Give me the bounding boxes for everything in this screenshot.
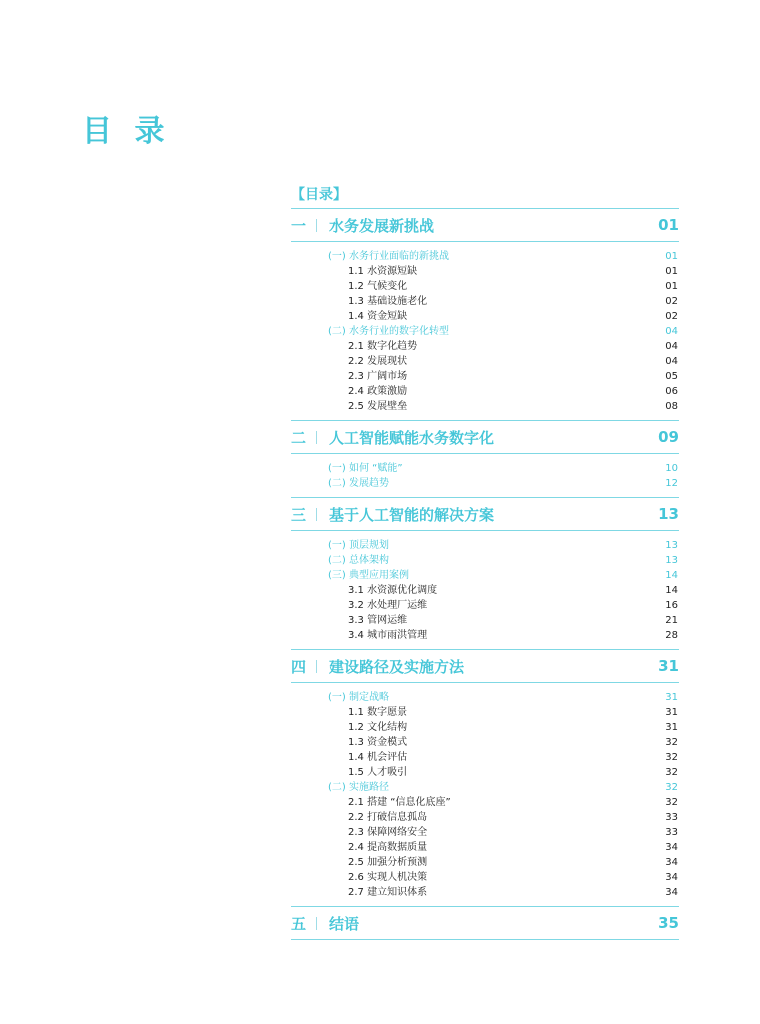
- subsection-entry[interactable]: [291, 885, 679, 900]
- entry-label: 2.6 实现人机决策: [348, 872, 428, 883]
- chapter-page-number: 35: [658, 914, 679, 932]
- entry-label: 2.4 提高数据质量: [348, 842, 428, 853]
- entry-label: (二) 实施路径: [328, 782, 389, 793]
- entry-page-number: 04: [665, 326, 678, 337]
- entry-label: 1.2 气候变化: [348, 281, 408, 292]
- entry-label: (二) 总体架构: [328, 555, 389, 566]
- entry-label: (一) 制定战略: [328, 692, 389, 703]
- entry-page-number: 12: [665, 478, 678, 489]
- chapter-title: 建设路径及实施方法: [329, 657, 465, 676]
- entry-label: 2.7 建立知识体系: [348, 887, 428, 898]
- chapter-row[interactable]: [291, 650, 679, 683]
- section-entry[interactable]: [291, 324, 679, 339]
- entry-label: 3.4 城市雨洪管理: [348, 630, 428, 641]
- subsection-entry[interactable]: [291, 765, 679, 780]
- entry-page-number: 02: [665, 311, 678, 322]
- chapter-divider: [316, 219, 317, 232]
- subsection-entry[interactable]: [291, 855, 679, 870]
- entry-label: 3.2 水处理厂运维: [348, 600, 428, 611]
- entry-label: (二) 发展趋势: [328, 478, 389, 489]
- chapter-entries: [291, 454, 679, 498]
- entry-label: (一) 顶层规划: [328, 540, 389, 551]
- subsection-entry[interactable]: [291, 399, 679, 414]
- chapter-heading: [291, 913, 359, 934]
- entry-label: 2.5 发展壁垒: [348, 401, 408, 412]
- entry-label: 2.5 加强分析预测: [348, 857, 428, 868]
- chapter-title: 结语: [329, 914, 360, 933]
- entry-page-number: 31: [665, 707, 678, 718]
- chapter-divider: [316, 917, 317, 930]
- entry-page-number: 34: [665, 887, 678, 898]
- chapter-number: 二: [291, 428, 307, 447]
- table-of-contents: [291, 182, 679, 940]
- entry-page-number: 34: [665, 857, 678, 868]
- entry-label: 3.3 管网运维: [348, 615, 408, 626]
- chapter-row[interactable]: [291, 421, 679, 454]
- section-entry[interactable]: [291, 553, 679, 568]
- chapter-number: 一: [291, 216, 307, 235]
- entry-label: (一) 如何 “赋能”: [328, 463, 403, 474]
- chapter-title: 基于人工智能的解决方案: [329, 505, 495, 524]
- section-entry[interactable]: [291, 780, 679, 795]
- entry-page-number: 31: [665, 692, 678, 703]
- entry-page-number: 08: [665, 401, 678, 412]
- chapter-title: 水务发展新挑战: [329, 216, 435, 235]
- section-entry[interactable]: [291, 249, 679, 264]
- entry-label: 1.1 水资源短缺: [348, 266, 418, 277]
- chapter-page-number: 09: [658, 428, 679, 446]
- entry-label: 1.3 资金模式: [348, 737, 408, 748]
- entry-page-number: 16: [665, 600, 678, 611]
- entry-label: (三) 典型应用案例: [328, 570, 409, 581]
- entry-page-number: 02: [665, 296, 678, 307]
- entry-page-number: 28: [665, 630, 678, 641]
- subsection-entry[interactable]: [291, 810, 679, 825]
- entry-label: 1.5 人才吸引: [348, 767, 408, 778]
- section-entry[interactable]: [291, 461, 679, 476]
- entry-page-number: 31: [665, 722, 678, 733]
- chapter-heading: [291, 215, 434, 236]
- chapter-heading: [291, 504, 494, 525]
- entry-page-number: 13: [665, 540, 678, 551]
- chapter-number: 三: [291, 505, 307, 524]
- subsection-entry[interactable]: [291, 369, 679, 384]
- section-entry[interactable]: [291, 568, 679, 583]
- entry-label: 1.3 基础设施老化: [348, 296, 428, 307]
- entry-page-number: 32: [665, 737, 678, 748]
- subsection-entry[interactable]: [291, 339, 679, 354]
- chapter-page-number: 01: [658, 216, 679, 234]
- chapter-row[interactable]: [291, 498, 679, 531]
- entry-page-number: 21: [665, 615, 678, 626]
- toc-body: [291, 209, 679, 940]
- subsection-entry[interactable]: [291, 735, 679, 750]
- subsection-entry[interactable]: [291, 613, 679, 628]
- subsection-entry[interactable]: [291, 795, 679, 810]
- entry-label: 1.4 机会评估: [348, 752, 408, 763]
- entry-page-number: 10: [665, 463, 678, 474]
- subsection-entry[interactable]: [291, 583, 679, 598]
- chapter-row[interactable]: [291, 209, 679, 242]
- entry-label: 2.2 打破信息孤岛: [348, 812, 428, 823]
- entry-page-number: 14: [665, 585, 678, 596]
- entry-label: 2.4 政策激励: [348, 386, 408, 397]
- entry-page-number: 33: [665, 827, 678, 838]
- chapter-entries: [291, 531, 679, 650]
- subsection-entry[interactable]: [291, 870, 679, 885]
- subsection-entry[interactable]: [291, 279, 679, 294]
- chapter-number: 五: [291, 914, 307, 933]
- entry-label: 2.3 保障网络安全: [348, 827, 428, 838]
- entry-page-number: 01: [665, 281, 678, 292]
- page-title: 目 录: [82, 114, 171, 149]
- entry-page-number: 04: [665, 356, 678, 367]
- chapter-divider: [316, 431, 317, 444]
- entry-page-number: 32: [665, 782, 678, 793]
- section-entry[interactable]: [291, 476, 679, 491]
- subsection-entry[interactable]: [291, 720, 679, 735]
- chapter-divider: [316, 508, 317, 521]
- chapter-row[interactable]: [291, 907, 679, 940]
- entry-page-number: 04: [665, 341, 678, 352]
- toc-label: 【目录】: [291, 182, 679, 209]
- chapter-page-number: 31: [658, 657, 679, 675]
- entry-label: 2.1 数字化趋势: [348, 341, 418, 352]
- entry-label: 2.2 发展现状: [348, 356, 408, 367]
- subsection-entry[interactable]: [291, 705, 679, 720]
- entry-page-number: 33: [665, 812, 678, 823]
- chapter-number: 四: [291, 657, 307, 676]
- entry-page-number: 32: [665, 767, 678, 778]
- subsection-entry[interactable]: [291, 750, 679, 765]
- chapter-title: 人工智能赋能水务数字化: [329, 428, 495, 447]
- entry-label: 1.4 资金短缺: [348, 311, 408, 322]
- subsection-entry[interactable]: [291, 294, 679, 309]
- subsection-entry[interactable]: [291, 354, 679, 369]
- chapter-entries: [291, 242, 679, 421]
- subsection-entry[interactable]: [291, 598, 679, 613]
- section-entry[interactable]: [291, 690, 679, 705]
- subsection-entry[interactable]: [291, 825, 679, 840]
- entry-page-number: 32: [665, 797, 678, 808]
- section-entry[interactable]: [291, 538, 679, 553]
- entry-page-number: 01: [665, 251, 678, 262]
- entry-page-number: 13: [665, 555, 678, 566]
- subsection-entry[interactable]: [291, 264, 679, 279]
- entry-label: 2.1 搭建 “信息化底座”: [348, 797, 451, 808]
- entry-page-number: 05: [665, 371, 678, 382]
- entry-label: 2.3 广阔市场: [348, 371, 408, 382]
- entry-label: 3.1 水资源优化调度: [348, 585, 438, 596]
- entry-label: (二) 水务行业的数字化转型: [328, 326, 449, 337]
- entry-page-number: 06: [665, 386, 678, 397]
- subsection-entry[interactable]: [291, 628, 679, 643]
- chapter-entries: [291, 683, 679, 907]
- chapter-divider: [316, 660, 317, 673]
- entry-page-number: 34: [665, 872, 678, 883]
- entry-page-number: 01: [665, 266, 678, 277]
- entry-label: 1.2 文化结构: [348, 722, 408, 733]
- entry-page-number: 32: [665, 752, 678, 763]
- subsection-entry[interactable]: [291, 384, 679, 399]
- chapter-heading: [291, 427, 494, 448]
- entry-label: 1.1 数字愿景: [348, 707, 408, 718]
- entry-page-number: 34: [665, 842, 678, 853]
- chapter-page-number: 13: [658, 505, 679, 523]
- subsection-entry[interactable]: [291, 840, 679, 855]
- subsection-entry[interactable]: [291, 309, 679, 324]
- entry-page-number: 14: [665, 570, 678, 581]
- chapter-heading: [291, 656, 464, 677]
- entry-label: (一) 水务行业面临的新挑战: [328, 251, 449, 262]
